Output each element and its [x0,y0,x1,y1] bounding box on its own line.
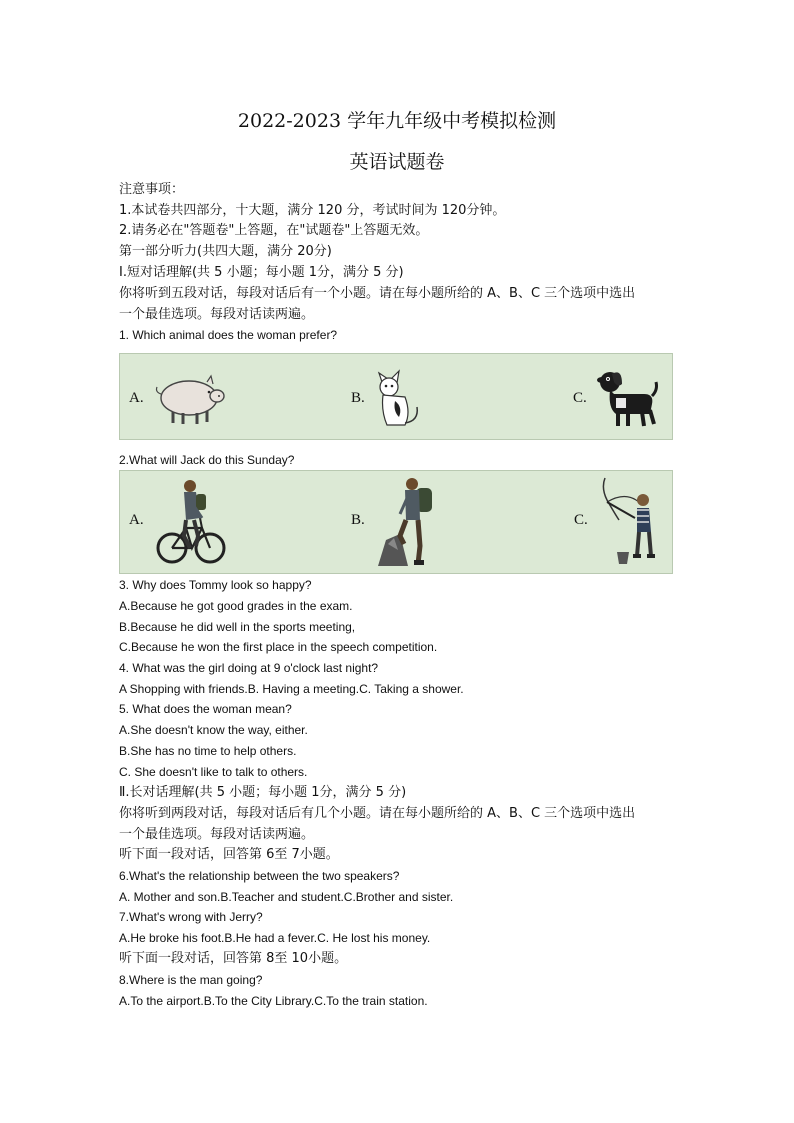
section2-instruction-2: 一个最佳选项。每段对话读两遍。 [119,827,315,842]
page-subtitle: 英语试题卷 [349,151,445,173]
hiking-icon [378,474,442,568]
option-a-label: A. [129,390,144,406]
notes-heading: 注意事项： [119,182,185,197]
question-5-option-b: B.She has no time to help others. [119,744,297,758]
option-c-label: C. [574,512,588,528]
question-6-options: A. Mother and son.B.Teacher and student.C.Brother and sister. [119,890,454,904]
question-8: 8.Where is the man going? [119,973,263,987]
question-5-option-c: C. She doesn't like to talk to others. [119,765,308,779]
question-8-options: A.To the airport.B.To the City Library.C.To the train station. [119,994,428,1008]
question-3-option-c: C.Because he won the first place in the speech competition. [119,640,438,654]
section2-instruction-1: 你将听到两段对话，每段对话后有几个小题。请在每小题所给的 A、B、C 三个选项中选出 [119,806,636,821]
section1-instruction-2: 一个最佳选项。每段对话读两遍。 [119,307,315,322]
question-4: 4. What was the girl doing at 9 o'clock last night? [119,661,379,675]
option-c-label: C. [573,390,587,406]
cycling-icon [156,476,226,568]
pig-icon [153,370,229,426]
cat-icon [373,367,425,429]
question-7-options: A.He broke his foot.B.He had a fever.C. He lost his money. [119,931,431,945]
question-2: 2.What will Jack do this Sunday? [119,453,295,467]
question-3-option-a: A.Because he got good grades in the exam. [119,599,353,613]
dog-icon [596,364,662,430]
fishing-icon [597,474,665,568]
dialog-2-instruction: 听下面一段对话，回答第 8至 10小题。 [119,951,348,966]
notes-line-2: 2.请务必在"答题卷"上答题，在"试题卷"上答题无效。 [119,223,429,238]
question-6: 6.What's the relationship between the two speakers? [119,869,400,883]
section1-instruction-1: 你将听到五段对话，每段对话后有一个小题。请在每小题所给的 A、B、C 三个选项中选出 [119,286,636,301]
question-1: 1. Which animal does the woman prefer? [119,328,338,342]
section2-heading: Ⅱ.长对话理解(共 5 小题；每小题 1分，满分 5 分) [119,785,407,800]
question-5: 5. What does the woman mean? [119,702,292,716]
option-b-label: B. [351,390,365,406]
section1-heading: I.短对话理解(共 5 小题；每小题 1分，满分 5 分) [119,265,404,280]
question-3-option-b: B.Because he did well in the sports meeting, [119,620,356,634]
page-title: 2022-2023 学年九年级中考模拟检测 [237,110,557,132]
question-5-option-a: A.She doesn't know the way, either. [119,723,308,737]
dialog-1-instruction: 听下面一段对话，回答第 6至 7小题。 [119,847,339,862]
question-4-options: A Shopping with friends.B. Having a meeting.C. Taking a shower. [119,682,464,696]
notes-line-1: 1.本试卷共四部分，十大题，满分 120 分，考试时间为 120分钟。 [119,203,506,218]
option-b-label: B. [351,512,365,528]
question-7: 7.What's wrong with Jerry? [119,910,263,924]
option-a-label: A. [129,512,144,528]
question-3: 3. Why does Tommy look so happy? [119,578,312,592]
part1-heading: 第一部分听力(共四大题，满分 20分) [119,244,332,259]
